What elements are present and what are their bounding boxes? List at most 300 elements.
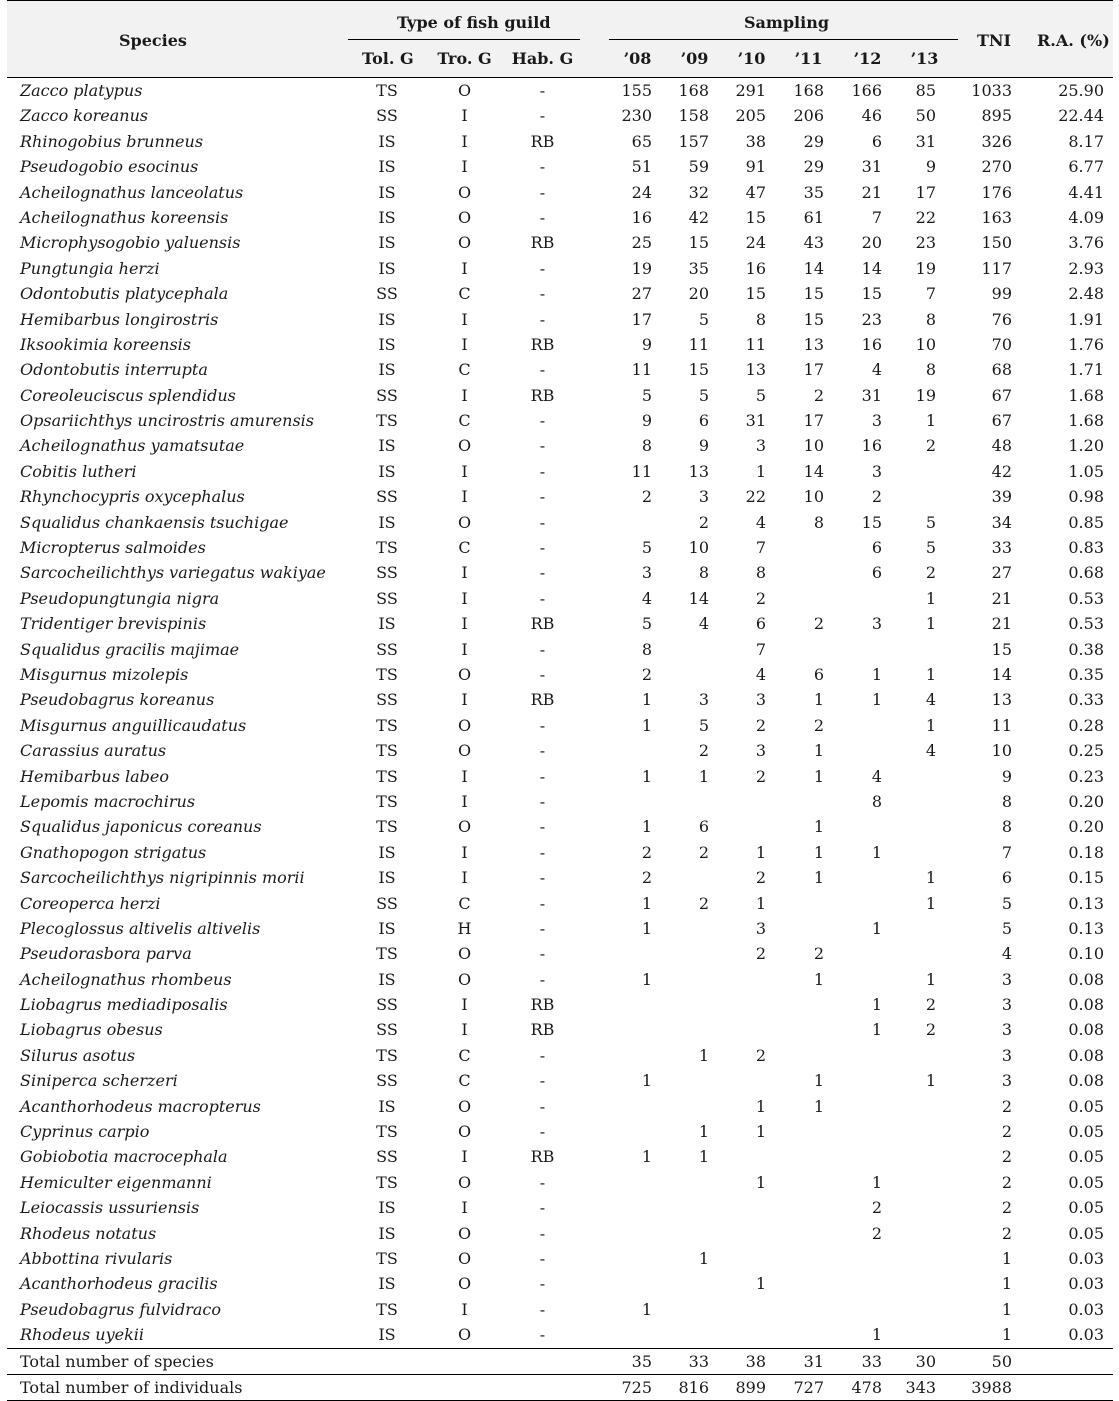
tro-cell: I [461,690,468,710]
y10-cell: 2 [755,1045,766,1065]
hab-cell: - [539,538,546,558]
table-row [7,814,1113,839]
tro-cell: I [461,334,468,354]
y12-cell: 1 [871,918,882,938]
y12-cell: 1 [871,1325,882,1345]
table-row [7,560,1113,585]
hab-cell: - [539,817,546,837]
y12-cell: 166 [851,81,882,100]
tni-cell: 76 [991,309,1012,329]
y09-cell [667,1221,709,1246]
y08-cell [610,941,652,966]
y12-cell: 23 [861,309,882,329]
y09-cell [667,1271,709,1296]
ra-cell: 4.09 [1068,207,1104,227]
y13-cell: 8 [925,360,936,380]
species-cell: Total number of individuals [20,1377,243,1397]
hab-cell: - [539,487,546,507]
y08-cell [610,1221,652,1246]
tol-cell: TS [376,1122,398,1142]
ra-cell [1047,1375,1104,1400]
y08-cell [610,1094,652,1119]
species-cell: Rhodeus uyekii [20,1325,145,1345]
species-cell: Acheilognathus lanceolatus [20,182,244,202]
tol-cell: SS [376,1020,398,1040]
y13-cell: 2 [925,1020,936,1040]
y09-cell [667,789,709,814]
y12-cell: 2 [871,1198,882,1218]
y12-cell: 3 [871,614,882,634]
sampling-group-rule [609,39,958,40]
tol-cell: TS [376,81,398,100]
y08-cell: 3 [641,563,652,583]
y11-cell: 206 [793,106,824,126]
species-cell: Hemibarbus longirostris [20,309,219,329]
y12-cell [840,1271,882,1296]
species-cell: Coreoperca herzi [20,893,161,913]
hab-cell: - [539,512,546,532]
y13-cell: 7 [925,284,936,304]
tro-cell: C [458,538,471,558]
y12-cell: 31 [861,385,882,405]
y12-cell: 6 [871,538,882,558]
hab-cell: - [539,284,546,304]
tol-cell: IS [378,207,396,227]
y11-cell: 8 [813,512,824,532]
y11-cell: 10 [803,487,824,507]
y09-cell: 4 [698,614,709,634]
y09-cell [667,992,709,1017]
species-cell: Squalidus japonicus coreanus [20,817,262,837]
tol-cell: IS [378,157,396,177]
y10-cell: 7 [755,639,766,659]
y13-cell [894,1221,936,1246]
hab-cell: - [539,664,546,684]
y08-cell [610,738,652,763]
tol-cell: IS [378,1274,396,1294]
ra-cell: 0.08 [1068,1020,1104,1040]
tni-cell: 4 [1001,944,1012,964]
tni-cell: 1 [1001,1325,1012,1345]
y09-cell: 6 [698,817,709,837]
y13-cell: 1 [925,868,936,888]
y08-cell: 1 [641,690,652,710]
y10-cell: 8 [755,563,766,583]
species-cell: Acanthorhodeus gracilis [20,1274,218,1294]
table-row [7,332,1113,357]
tol-cell: IS [378,233,396,253]
tol-cell: IS [378,1096,396,1116]
y08-cell [610,1246,652,1271]
tni-cell: 895 [981,106,1012,126]
y11-cell [782,535,824,560]
y13-cell [894,637,936,662]
tro-cell: C [458,1045,471,1065]
y09-cell: 20 [688,284,709,304]
y11-cell [782,1170,824,1195]
y10-cell: 291 [735,81,766,100]
y08-cell [610,1119,652,1144]
species-cell: Pseudobagrus fulvidraco [20,1299,221,1319]
y09-cell: 2 [698,741,709,761]
tni-cell: 70 [991,334,1012,354]
table-row [7,992,1113,1017]
y13-cell: 1 [925,969,936,989]
hab-cell: - [539,639,546,659]
table-row [7,484,1113,509]
y11-cell: 29 [803,131,824,151]
table-row [7,967,1113,992]
tol-cell: IS [378,969,396,989]
tro-cell: O [457,1172,472,1192]
tol-cell: TS [376,817,398,837]
y10-cell: 3 [755,690,766,710]
tol-cell: TS [376,1045,398,1065]
table-row [7,764,1113,789]
table-row [7,433,1113,458]
y13-cell: 4 [925,741,936,761]
tol-cell: IS [378,360,396,380]
y13-cell: 23 [915,233,936,253]
tni-cell: 176 [981,182,1012,202]
tro-cell: I [461,309,468,329]
hab-cell: - [539,258,546,278]
y11-cell: 17 [803,360,824,380]
ra-cell: 22.44 [1058,106,1104,126]
y11-cell: 43 [803,233,824,253]
header-tro: Tro. G [437,49,492,68]
y08-cell: 725 [621,1377,652,1397]
ra-cell: 0.08 [1068,1045,1104,1065]
tol-cell: IS [378,461,396,481]
y08-cell [610,1195,652,1220]
y13-cell [894,484,936,509]
tni-cell: 68 [991,360,1012,380]
y11-cell [782,1043,824,1068]
y08-cell [610,992,652,1017]
y11-cell: 2 [813,614,824,634]
y10-cell: 4 [755,512,766,532]
y10-cell: 2 [755,588,766,608]
table-row [7,1017,1113,1042]
y13-cell: 19 [915,385,936,405]
y09-cell: 35 [688,258,709,278]
y09-cell: 816 [678,1377,709,1397]
tni-cell: 1033 [971,81,1012,100]
table-row [7,459,1113,484]
y12-cell: 15 [861,512,882,532]
y08-cell: 1 [641,969,652,989]
y10-cell: 24 [745,233,766,253]
y12-cell: 3 [871,411,882,431]
tol-cell: IS [378,1325,396,1345]
y08-cell: 4 [641,588,652,608]
y11-cell [782,916,824,941]
species-cell: Abbottina rivularis [20,1248,173,1268]
y13-cell: 30 [915,1351,936,1371]
y08-cell: 19 [631,258,652,278]
y10-cell [724,814,766,839]
species-cell: Iksookimia koreensis [20,334,191,354]
hab-cell: - [539,207,546,227]
y09-cell: 3 [698,487,709,507]
table-row [7,941,1113,966]
tro-cell: O [457,233,472,253]
tro-cell: I [461,1020,468,1040]
y10-cell: 3 [755,436,766,456]
hab-cell: - [539,1045,546,1065]
hab-cell: RB [530,233,555,253]
y09-cell: 15 [688,360,709,380]
tro-cell: I [461,791,468,811]
ra-cell: 4.41 [1068,182,1104,202]
tro-cell: O [457,715,472,735]
tni-cell: 270 [981,157,1012,177]
y11-cell: 10 [803,436,824,456]
tni-cell: 1 [1001,1299,1012,1319]
tro-cell: C [458,411,471,431]
species-cell: Odontobutis platycephala [20,284,229,304]
species-cell: Silurus asotus [20,1045,136,1065]
y08-cell: 8 [641,436,652,456]
table-row [7,535,1113,560]
ra-cell: 2.48 [1068,284,1104,304]
y12-cell: 20 [861,233,882,253]
y13-cell [894,1043,936,1068]
tni-cell: 8 [1001,791,1012,811]
y12-cell [840,1068,882,1093]
y08-cell: 17 [631,309,652,329]
y13-cell: 22 [915,207,936,227]
hab-cell: - [539,944,546,964]
y13-cell: 1 [925,1071,936,1091]
table-row [7,738,1113,763]
header-hab: Hab. G [511,49,574,68]
tol-cell: IS [378,436,396,456]
y10-cell: 2 [755,944,766,964]
species-cell: Acanthorhodeus macropterus [20,1096,261,1116]
y09-cell: 1 [698,1045,709,1065]
tol-cell: TS [376,538,398,558]
tro-cell: I [461,487,468,507]
ra-cell: 0.18 [1068,842,1104,862]
y08-cell: 24 [631,182,652,202]
species-cell: Odontobutis interrupta [20,360,208,380]
y10-cell: 7 [755,538,766,558]
table-row [7,1221,1113,1246]
y09-cell [667,1170,709,1195]
ra-cell: 0.68 [1068,563,1104,583]
y12-cell: 1 [871,1172,882,1192]
table-row [7,1043,1113,1068]
header-year-12: ’12 [853,49,882,68]
hab-cell: - [539,588,546,608]
tni-cell: 33 [991,538,1012,558]
y09-cell: 42 [688,207,709,227]
y12-cell: 7 [871,207,882,227]
ra-cell [1047,1349,1104,1374]
y10-cell [724,1017,766,1042]
y12-cell [840,586,882,611]
hab-cell: - [539,461,546,481]
species-cell: Pungtungia herzi [20,258,160,278]
species-cell: Hemibarbus labeo [20,766,169,786]
tro-cell: O [457,944,472,964]
y10-cell: 38 [745,1351,766,1371]
tro-cell: I [461,131,468,151]
species-cell: Cyprinus carpio [20,1122,150,1142]
hab-cell: - [539,1274,546,1294]
y08-cell: 11 [631,360,652,380]
y09-cell: 3 [698,690,709,710]
tol-cell: TS [376,766,398,786]
y08-cell: 25 [631,233,652,253]
species-cell: Squalidus gracilis majimae [20,639,240,659]
ra-cell: 0.08 [1068,969,1104,989]
table-row [7,78,1113,103]
tni-cell: 21 [991,614,1012,634]
tni-cell: 39 [991,487,1012,507]
hab-cell: - [539,842,546,862]
y11-cell [782,992,824,1017]
species-cell: Pseudorasbora parva [20,944,192,964]
tni-cell: 3 [1001,1020,1012,1040]
tol-cell: IS [378,918,396,938]
y11-cell [782,1119,824,1144]
tol-cell: TS [376,741,398,761]
y09-cell: 1 [698,766,709,786]
y11-cell: 31 [803,1351,824,1371]
header-ra: R.A. (%) [1037,31,1110,50]
y12-cell: 1 [871,1020,882,1040]
y09-cell: 1 [698,1248,709,1268]
hab-cell: - [539,918,546,938]
hab-cell: - [539,309,546,329]
hab-cell: - [539,715,546,735]
y12-cell: 15 [861,284,882,304]
y11-cell [782,1144,824,1169]
hab-cell: - [539,1299,546,1319]
species-cell: Rhodeus notatus [20,1223,157,1243]
table-row [7,662,1113,687]
y12-cell [840,1043,882,1068]
y11-cell [782,1195,824,1220]
y11-cell: 15 [803,309,824,329]
y10-cell [724,1322,766,1347]
table-row [7,281,1113,306]
tro-cell [437,1375,492,1400]
hab-cell: RB [530,690,555,710]
species-cell: Pseudobagrus koreanus [20,690,215,710]
tni-cell: 11 [991,715,1012,735]
y13-cell [894,1195,936,1220]
y11-cell: 14 [803,461,824,481]
table-row [7,510,1113,535]
ra-cell: 25.90 [1058,81,1104,100]
tni-cell: 27 [991,563,1012,583]
y09-cell [667,1322,709,1347]
y13-cell: 17 [915,182,936,202]
table-row [7,154,1113,179]
tro-cell: I [461,868,468,888]
y13-cell [894,459,936,484]
tol-cell: IS [378,334,396,354]
table-row [7,1119,1113,1144]
y11-cell: 61 [803,207,824,227]
y12-cell: 1 [871,664,882,684]
y09-cell: 11 [688,334,709,354]
hab-cell: RB [530,1147,555,1167]
y08-cell: 155 [621,81,652,100]
y10-cell: 5 [755,385,766,405]
y11-cell [782,560,824,585]
ra-cell: 1.68 [1068,385,1104,405]
ra-cell: 0.08 [1068,995,1104,1015]
y10-cell: 3 [755,918,766,938]
y09-cell: 1 [698,1122,709,1142]
hab-cell: - [539,563,546,583]
tol-cell: IS [378,512,396,532]
y11-cell: 17 [803,411,824,431]
y08-cell: 9 [641,411,652,431]
species-cell: Zacco koreanus [20,106,149,126]
y10-cell: 1 [755,461,766,481]
hab-cell: - [539,436,546,456]
tni-cell: 326 [981,131,1012,151]
y13-cell: 19 [915,258,936,278]
y08-cell: 1 [641,893,652,913]
tro-cell: O [457,182,472,202]
species-cell: Rhynchocypris oxycephalus [20,487,245,507]
y13-cell: 50 [915,106,936,126]
y13-cell [894,840,936,865]
species-cell: Gnathopogon strigatus [20,842,207,862]
tol-cell: SS [376,106,398,126]
table-row [7,586,1113,611]
y12-cell [840,1246,882,1271]
tol-cell: IS [378,1198,396,1218]
y12-cell [840,738,882,763]
tni-cell: 1 [1001,1248,1012,1268]
total-row [7,1374,1113,1401]
y12-cell: 6 [871,131,882,151]
tro-cell: O [457,81,472,100]
ra-cell: 0.83 [1068,538,1104,558]
y11-cell: 1 [813,741,824,761]
tol-cell: TS [376,715,398,735]
ra-cell: 1.91 [1068,309,1104,329]
table-row [7,865,1113,890]
y10-cell: 1 [755,842,766,862]
tro-cell: I [461,461,468,481]
y12-cell [840,941,882,966]
y12-cell: 478 [851,1377,882,1397]
y12-cell [840,1144,882,1169]
y12-cell [840,1297,882,1322]
y09-cell: 168 [678,81,709,100]
table-row [7,789,1113,814]
y10-cell: 1 [755,1096,766,1116]
y09-cell: 59 [688,157,709,177]
y10-cell: 2 [755,868,766,888]
species-cell: Coreoleuciscus splendidus [20,385,236,405]
tro-cell: I [461,563,468,583]
hab-cell: - [539,1096,546,1116]
ra-cell: 0.03 [1068,1325,1104,1345]
y10-cell: 205 [735,106,766,126]
ra-cell: 0.03 [1068,1248,1104,1268]
tni-cell: 2 [1001,1172,1012,1192]
